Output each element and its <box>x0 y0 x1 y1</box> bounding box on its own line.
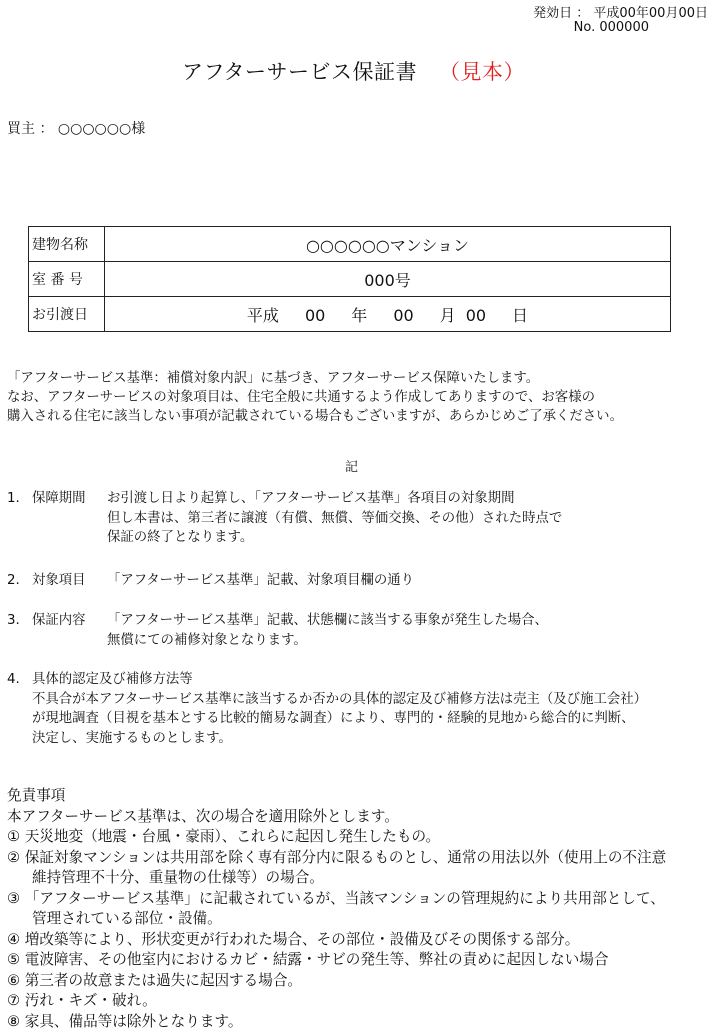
clause-line: 「アフターサービス基準」記載、対象項目欄の通り <box>107 571 414 591</box>
date-year-unit: 年 <box>351 303 367 326</box>
table-row <box>29 227 671 262</box>
exemptions-section <box>7 786 666 1032</box>
item-mark: ④ <box>7 931 20 948</box>
exemptions-title: 免責事項 <box>7 786 666 807</box>
title-main: アフターサービス保証書 <box>182 60 417 84</box>
item-mark: ⑥ <box>7 972 20 989</box>
clause-body <box>32 670 647 748</box>
date-day-unit: 日 <box>512 303 528 326</box>
clause-number: 1. <box>7 489 20 509</box>
title-sample-mark: （見本） <box>439 60 525 84</box>
exemption-item <box>7 991 666 1012</box>
clause-number: 2. <box>7 571 20 591</box>
clause-line: 「アフターサービス基準」記載、状態欄に該当する事象が発生した場合、 <box>107 611 548 631</box>
exemption-item <box>7 930 666 951</box>
clause-body <box>107 571 414 591</box>
clause-line: 保証の終了となります。 <box>107 528 562 548</box>
item-mark: ⑧ <box>7 1013 20 1030</box>
room-number-label: 室 番 号 <box>29 262 105 297</box>
item-text: 保証対象マンションは共用部を除く専有部分内に限るものとし、通常の用法以外（使用上の不注意 <box>25 849 666 866</box>
handover-date-label: お引渡日 <box>29 297 105 332</box>
date-day: 00 <box>466 306 486 325</box>
exemption-item <box>7 971 666 992</box>
date-month: 00 <box>393 306 413 325</box>
exemption-item <box>7 848 666 869</box>
item-text: 汚れ・キズ・破れ。 <box>25 992 157 1009</box>
clause-item-4 <box>0 670 724 750</box>
item-mark: ③ <box>7 890 20 907</box>
table-row <box>29 262 671 297</box>
item-mark: ⑦ <box>7 992 20 1009</box>
clause-line: が現地調査（目視を基本とする比較的簡易な調査）により、専門的・経験的見地から総合的に判断、 <box>32 709 647 729</box>
intro-line: 「アフターサービス基準：補償対象内訳」に基づき、アフターサービス保障いたします。 <box>7 369 623 388</box>
document-number: No. 000000 <box>574 20 649 35</box>
clause-item-2 <box>0 571 724 591</box>
exemption-item <box>7 889 666 910</box>
item-text: 第三者の故意または過失に起因する場合。 <box>25 972 302 989</box>
issue-date: 発効日 ： 平成00年00月00日 <box>533 2 708 21</box>
clause-line: 不具合が本アフターサービス基準に該当するか否かの具体的認定及び補修方法は売主（及び施工会社） <box>32 690 647 710</box>
date-era: 平成 <box>247 303 279 326</box>
clause-heading: 具体的認定及び補修方法等 <box>32 670 647 690</box>
exemption-item <box>7 950 666 971</box>
clause-heading: 対象項目 <box>32 571 86 591</box>
date-year: 00 <box>305 306 325 325</box>
clause-item-1 <box>0 489 724 549</box>
room-number-value: 000号 <box>105 262 671 297</box>
ki-heading: 記 <box>345 456 358 475</box>
exemption-item <box>7 827 666 848</box>
intro-line: なお、アフターサービスの対象項目は、住宅全般に共通するよう作成してありますので、お客様の <box>7 388 623 407</box>
date-month-unit: 月 <box>440 303 456 326</box>
clause-number: 4. <box>7 670 20 690</box>
item-text: 家具、備品等は除外となります。 <box>25 1013 243 1030</box>
exemption-item-continuation: 維持管理不十分、重量物の仕様等）の場合。 <box>7 868 666 889</box>
clause-heading: 保障期間 <box>32 489 86 509</box>
clause-line: 決定し、実施するものとします。 <box>32 729 647 749</box>
clause-item-3 <box>0 611 724 651</box>
table-row <box>29 297 671 332</box>
clause-line: 但し本書は、第三者に譲渡（有償、無償、等価交換、その他）された時点で <box>107 509 562 529</box>
page-title <box>182 56 525 86</box>
clause-line: 無償にての補修対象となります。 <box>107 631 548 651</box>
intro-line: 購入される住宅に該当しない事項が記載されている場合もございますが、あらかじめご了承ください。 <box>7 407 623 426</box>
item-mark: ⑤ <box>7 951 20 968</box>
property-info-table <box>28 226 671 332</box>
building-name-label: 建物名称 <box>29 227 105 262</box>
clause-line: お引渡し日より起算し、「アフターサービス基準」各項目の対象期間 <box>107 489 562 509</box>
item-text: 増改築等により、形状変更が行われた場合、その部位・設備及びその関係する部分。 <box>25 931 580 948</box>
intro-paragraph <box>7 369 623 426</box>
clause-body <box>107 611 548 650</box>
exemption-item <box>7 1012 666 1032</box>
item-text: 「アフターサービス基準」に記載されているが、当該マンションの管理規約により共用部として、 <box>25 890 665 907</box>
item-mark: ② <box>7 849 20 866</box>
exemptions-lead: 本アフターサービス基準は、次の場合を適用除外とします。 <box>7 807 666 828</box>
building-name-value: ○○○○○○マンション <box>105 227 671 262</box>
buyer-name: 買主 ： ○○○○○○様 <box>7 118 145 138</box>
exemption-item-continuation: 管理されている部位・設備。 <box>7 909 666 930</box>
clause-heading: 保証内容 <box>32 611 86 631</box>
clause-body <box>107 489 562 548</box>
item-text: 天災地変（地震・台風・豪雨）、これらに起因し発生したもの。 <box>25 828 440 845</box>
handover-date-value <box>105 297 671 332</box>
item-text: 電波障害、その他室内におけるカビ・結露・サビの発生等、弊社の責めに起因しない場合 <box>25 951 609 968</box>
item-mark: ① <box>7 828 20 845</box>
clause-number: 3. <box>7 611 20 631</box>
